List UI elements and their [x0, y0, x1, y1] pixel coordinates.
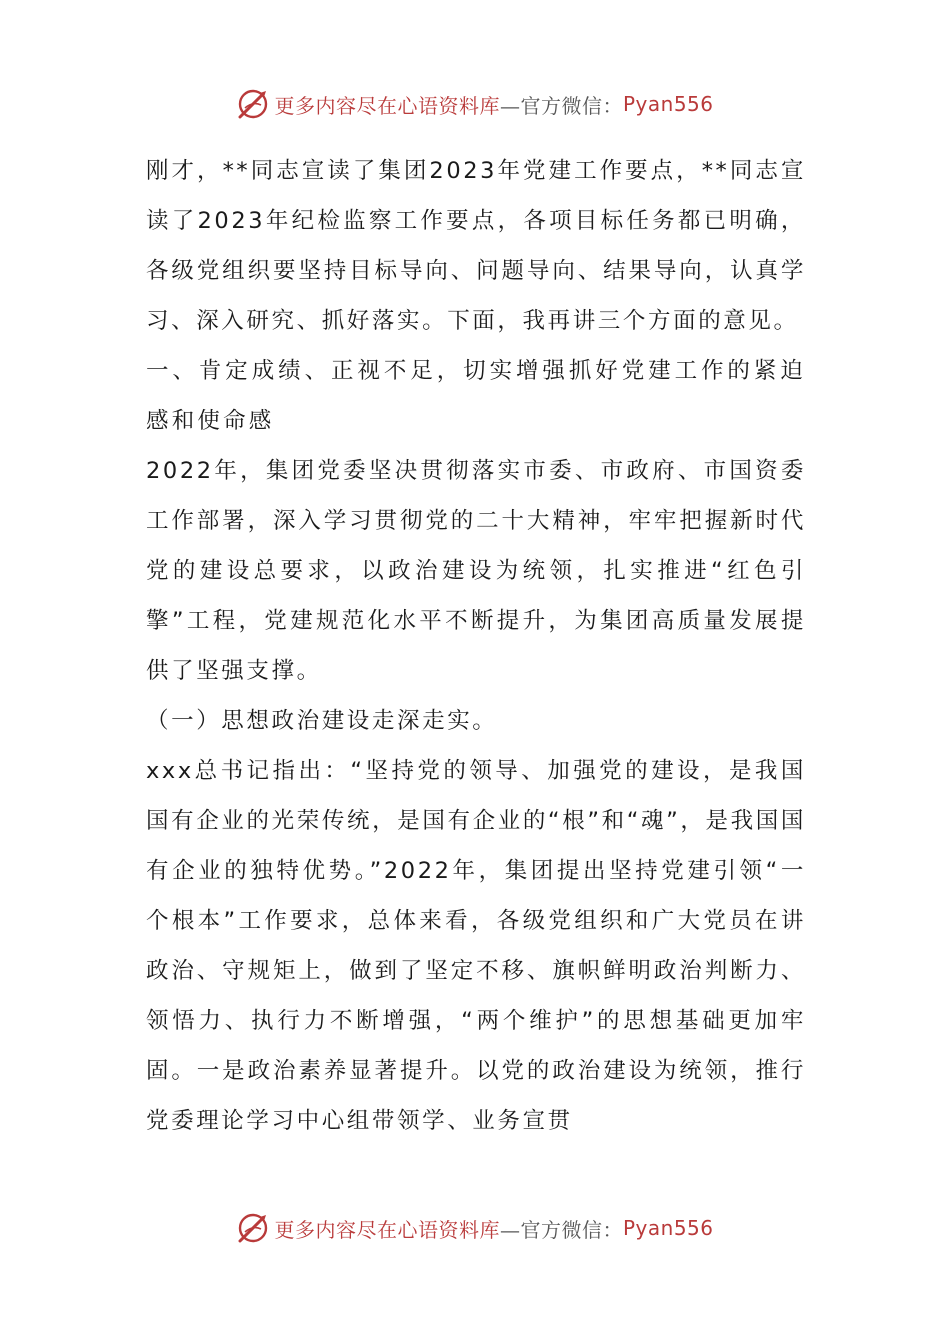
watermark-contact-label: —官方微信： — [499, 1217, 623, 1242]
paragraph-2022-summary: 2022年，集团党委坚决贯彻落实市委、市政府、市国资委工作部署，深入学习贯彻党的二十大精神，牢牢把握新时代党的建设总要求，以政治建设为统领，扎实推进“红色引擎”工程，党建规范化水平不断提升，为集团高质量发展提供了坚强支撑。 — [146, 458, 806, 684]
subsection-heading-1: （一）思想政治建设走深走实。 — [146, 708, 498, 734]
watermark-wechat-id: Pyan556 — [622, 92, 714, 116]
watermark-contact-label: —官方微信： — [499, 93, 623, 118]
paragraph-intro: 刚才，**同志宣读了集团2023年党建工作要点，**同志宣读了2023年纪检监察工作要点，各项目标任务都已明确，各级党组织要坚持目标导向、问题导向、结果导向，认真学习、深入研究、抓好落实。下面，我再讲三个方面的意见。 — [146, 158, 806, 334]
pen-logo-icon — [236, 87, 270, 121]
footer-watermark — [0, 1206, 950, 1250]
document-body — [146, 146, 806, 1146]
pen-logo-icon — [236, 1211, 270, 1245]
section-heading-1: 一、肯定成绩、正视不足，切实增强抓好党建工作的紧迫感和使命感 — [146, 358, 806, 434]
paragraph-quote: xxx总书记指出：“坚持党的领导、加强党的建设，是我国国有企业的光荣传统，是国有企业的“根”和“魂”，是我国国有企业的独特优势。”2022年，集团提出坚持党建引领“一个根本”工作要求，总体来看，各级党组织和广大党员在讲政治、守规矩上，做到了坚定不移、旗帜鲜明政治判断力、领悟力、执行力不断增强，“两个维护”的思想基础更加牢固。一是政治素养显著提升。以党的政治建设为统领，推行党委理论学习中心组带领学、业务宣贯 — [146, 758, 806, 1134]
watermark-text: 更多内容尽在心语资料库 — [274, 93, 500, 118]
header-watermark — [0, 82, 950, 126]
watermark-text: 更多内容尽在心语资料库 — [274, 1217, 500, 1242]
watermark-wechat-id: Pyan556 — [622, 1216, 714, 1240]
